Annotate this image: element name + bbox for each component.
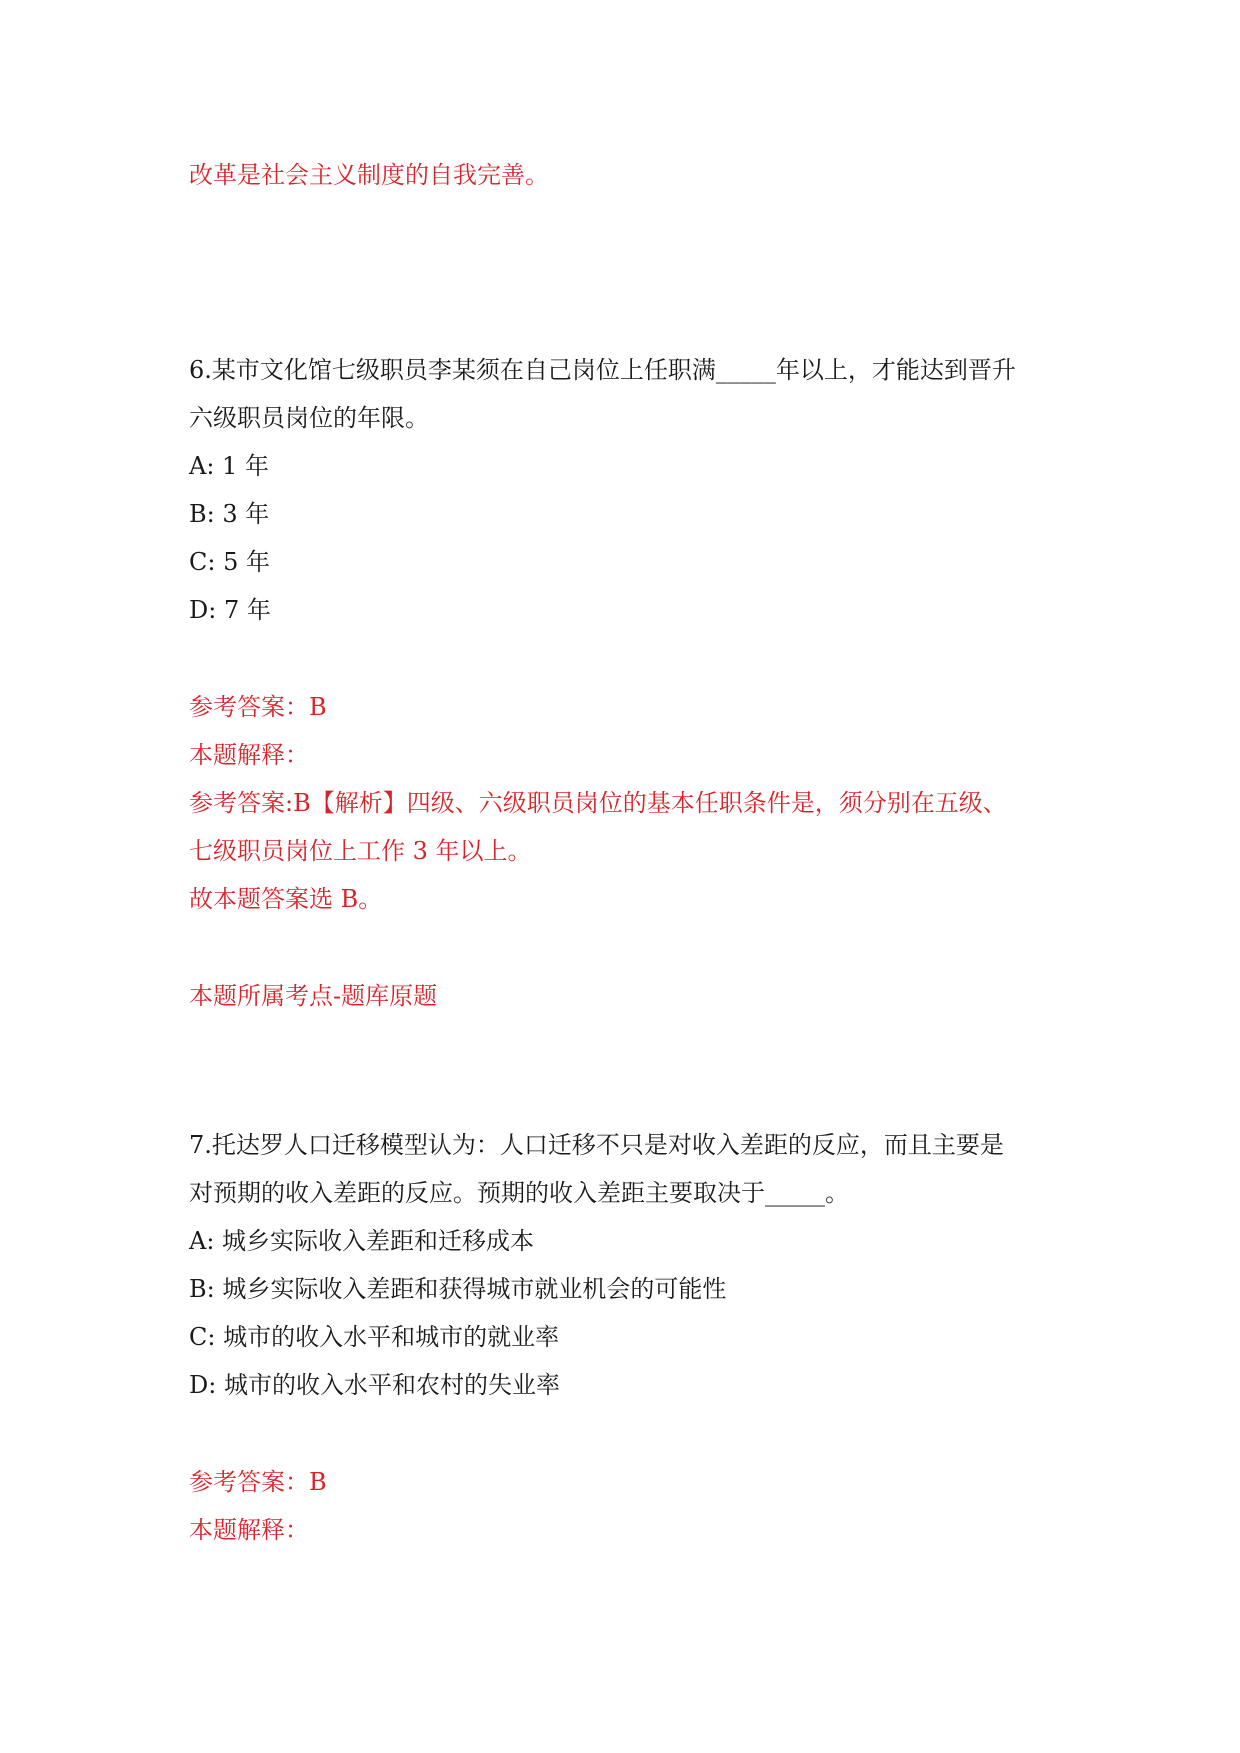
question-7-stem-line-2: 对预期的收入差距的反应。预期的收入差距主要取决于_____。 <box>189 1179 849 1207</box>
question-6-answer: 参考答案：B <box>189 693 327 721</box>
question-7-explanation-heading: 本题解释： <box>189 1516 309 1544</box>
question-6-option-b: B: 3 年 <box>189 500 270 528</box>
question-7-option-a: A: 城乡实际收入差距和迁移成本 <box>189 1227 535 1255</box>
question-6-conclusion: 故本题答案选 B。 <box>189 885 383 913</box>
question-6-option-c: C: 5 年 <box>189 548 270 576</box>
question-7-option-d: D: 城市的收入水平和农村的失业率 <box>189 1371 560 1399</box>
question-7-answer: 参考答案：B <box>189 1468 327 1496</box>
question-6-stem-line-2: 六级职员岗位的年限。 <box>189 404 429 432</box>
question-6-explanation-line-1: 参考答案:B【解析】四级、六级职员岗位的基本任职条件是，须分别在五级、 <box>189 789 1007 817</box>
question-7-stem-line-1: 7.托达罗人口迁移模型认为：人口迁移不只是对收入差距的反应，而且主要是 <box>189 1131 1004 1159</box>
question-6-source: 本题所属考点-题库原题 <box>189 982 438 1010</box>
question-6-option-d: D: 7 年 <box>189 596 271 624</box>
question-6-explanation-line-2: 七级职员岗位上工作 3 年以上。 <box>189 837 532 865</box>
question-6-option-a: A: 1 年 <box>189 452 269 480</box>
previous-question-conclusion: 改革是社会主义制度的自我完善。 <box>189 161 549 189</box>
question-6-explanation-heading: 本题解释： <box>189 741 309 769</box>
question-6-stem-line-1: 6.某市文化馆七级职员李某须在自己岗位上任职满_____年以上，才能达到晋升 <box>189 356 1016 384</box>
question-7-option-c: C: 城市的收入水平和城市的就业率 <box>189 1323 560 1351</box>
question-7-option-b: B: 城乡实际收入差距和获得城市就业机会的可能性 <box>189 1275 727 1303</box>
